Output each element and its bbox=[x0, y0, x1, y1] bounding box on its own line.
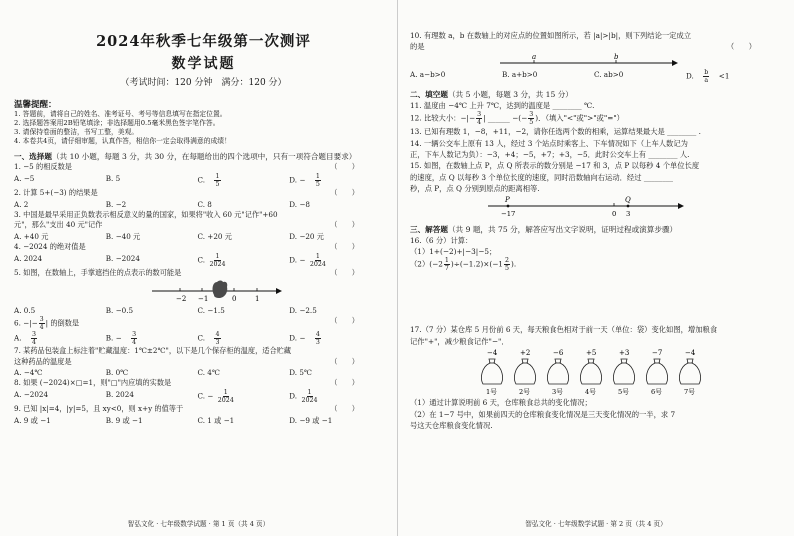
option-a[interactable]: A. −4℃ bbox=[14, 368, 43, 378]
option-c[interactable]: C. ab>0 bbox=[594, 69, 624, 79]
question-7-options bbox=[14, 367, 381, 378]
question-1-options bbox=[14, 173, 381, 188]
point-q bbox=[627, 204, 630, 207]
sack-day-label: 3号 bbox=[552, 388, 563, 397]
sack-change-value: +5 bbox=[586, 349, 597, 358]
hand-icon bbox=[213, 280, 228, 298]
grain-sack bbox=[580, 349, 601, 396]
option-a[interactable]: A. −5 bbox=[14, 173, 35, 183]
question-17-part-1: （1）通过计算说明前 6 天，仓库粮食总共的变化情况； bbox=[410, 398, 592, 408]
option-a[interactable]: A. +40 元 bbox=[14, 232, 49, 242]
q15-number-line bbox=[410, 195, 775, 219]
question-3-cont: 元"，那么"支出 40 元"记作 （ ） bbox=[14, 220, 359, 230]
grain-sack bbox=[679, 349, 700, 396]
question-7-cont: 这种药品的温度是 （ ） bbox=[14, 356, 359, 366]
question-4-options bbox=[14, 253, 381, 268]
p-value: −17 bbox=[501, 209, 516, 218]
question-5: 5. 如图，在数轴上，手掌遮挡住的点表示的数可能是 （ ） bbox=[14, 267, 359, 277]
option-b[interactable]: B. 9 或 −1 bbox=[105, 415, 143, 425]
option-b[interactable]: B. −2 bbox=[105, 199, 127, 209]
question-16-part-1: （1）1+(−2)+|−3|−5； bbox=[410, 247, 497, 257]
option-c[interactable]: C. +20 元 bbox=[197, 232, 232, 242]
option-c[interactable]: C. − $\frac{1}{2024}$ bbox=[197, 389, 234, 405]
tick-label: −2 bbox=[176, 294, 187, 303]
sack-day-label: 2号 bbox=[519, 388, 530, 397]
question-2: 2. 计算 5+(−3) 的结果是 （ ） bbox=[14, 187, 359, 197]
option-b[interactable]: B. 5 bbox=[105, 173, 121, 183]
option-a[interactable]: A. a−b>0 bbox=[410, 69, 446, 79]
sack-change-value: −4 bbox=[685, 349, 696, 358]
tick-label: −1 bbox=[198, 294, 209, 303]
option-d[interactable]: D. −20 元 bbox=[289, 232, 324, 242]
grain-sack bbox=[547, 349, 568, 396]
option-a[interactable]: A. 0.5 bbox=[14, 305, 36, 315]
point-a-label: a bbox=[532, 52, 537, 61]
tick-label: 1 bbox=[255, 294, 260, 303]
sack-day-label: 4号 bbox=[585, 388, 596, 397]
tip-item: 2. 选择题答案用2B铅笔填涂；非选择题用0.5毫米黑色签字笔作答。 bbox=[14, 119, 220, 127]
option-d[interactable]: D. −8 bbox=[289, 199, 310, 209]
option-c[interactable]: C. 1 或 −1 bbox=[197, 415, 235, 425]
option-b[interactable]: B. 2024 bbox=[105, 390, 134, 400]
grain-sack bbox=[514, 349, 535, 396]
tips-title: 温馨提醒： bbox=[14, 100, 57, 110]
tip-item: 1. 答题前，请将自己的姓名、准考证号、考号等信息填写在指定位置。 bbox=[14, 110, 227, 118]
option-d[interactable]: D. −9 或 −1 bbox=[289, 415, 333, 425]
page-footer: 智弘文化 · 七年级数学试题 · 第 1 页（共 4 页） bbox=[127, 520, 270, 528]
question-11: 11. 温度由 −4℃ 上升 7℃，达到的温度是 ________ ℃. bbox=[410, 100, 595, 110]
option-c[interactable]: C. 4℃ bbox=[197, 368, 220, 378]
option-b[interactable]: B. 0℃ bbox=[105, 368, 129, 378]
page-footer: 智弘文化 · 七年级数学试题 · 第 2 页（共 4 页） bbox=[525, 520, 667, 528]
option-b[interactable]: B. −2024 bbox=[105, 253, 140, 263]
question-9: 9. 已知 |x|=4，|y|=5，且 xy<0，则 x+y 的值等于 （ ） bbox=[14, 404, 359, 414]
sack-change-value: +2 bbox=[520, 349, 531, 358]
question-17: 17.（7 分）某仓库 5 月份前 6 天，每天粮食色相对于前一天（单位：袋）变化如图，增加粮食 记作"+"，减少粮食记作"−"． bbox=[410, 325, 718, 346]
sack-day-label: 1号 bbox=[486, 388, 497, 397]
question-1: 1. −5 的相反数是 （ ） bbox=[14, 162, 359, 171]
question-7: 7. 某药品包装盒上标注着"贮藏温度：1℃±2℃"，以下是几个保存柜的温度，适合贮藏 bbox=[14, 345, 292, 355]
option-d[interactable]: D. $\frac{1}{2024}$ bbox=[289, 389, 318, 405]
question-4: 4. −2024 的绝对值是 （ ） bbox=[14, 242, 359, 252]
question-10: 10. 有理数 a，b 在数轴上的对应点的位置如图所示，若 |a|>|b|，则下列结论一定成立 bbox=[410, 31, 692, 40]
point-p bbox=[507, 204, 510, 207]
question-3: 3. 中国是最早采用正负数表示相反意义的量的国家，如果将"收入 60 元"记作"+60 bbox=[14, 209, 278, 219]
section-1-heading: 一、选择题（共 10 小题，每题 3 分，共 30 分，在每题给出的四个选项中，只有一项符合题目要求） bbox=[14, 152, 357, 161]
origin-label: 0 bbox=[612, 209, 617, 218]
q-value: 3 bbox=[626, 209, 631, 218]
option-d[interactable]: D. − $\frac{4}{3}$ bbox=[289, 330, 320, 346]
option-b[interactable]: B. − $\frac{3}{4}$ bbox=[105, 330, 137, 346]
option-b[interactable]: B. −0.5 bbox=[105, 305, 134, 315]
grain-sack bbox=[613, 349, 634, 396]
tip-item: 3. 请保持卷面的整洁，书写工整，美观。 bbox=[14, 128, 139, 136]
option-c[interactable]: C. $\frac{1}{2024}$ bbox=[197, 252, 226, 268]
q5-number-line bbox=[14, 279, 374, 305]
exam-info: （考试时间：120 分钟 满分：120 分） bbox=[120, 78, 287, 88]
answer-space bbox=[410, 272, 778, 324]
exam-title: 2024年秋季七年级第一次测评 bbox=[96, 33, 311, 50]
question-10-options bbox=[410, 69, 778, 84]
question-10-cont: 的是 （ ） bbox=[410, 42, 756, 52]
question-6-options bbox=[14, 331, 381, 346]
q10-number-line bbox=[410, 53, 775, 69]
option-c[interactable]: C. −1.5 bbox=[197, 305, 225, 315]
question-16-part-2: （2）(−2 $\frac{1}{7}$ )÷(−1.2)×(−1 $\frac{2}{5}$ ). bbox=[410, 257, 517, 273]
tip-item: 4. 本卷共4页，请仔细审题，认真作答，相信你一定会取得满意的成绩！ bbox=[14, 137, 231, 145]
section-3-heading: 三、解答题（共 9 题，共 75 分，解答应写出文字说明，证明过程或演算步骤） bbox=[410, 224, 678, 234]
sack-day-label: 5号 bbox=[618, 388, 629, 397]
exam-subtitle: 数学试题 bbox=[171, 56, 236, 72]
question-17-part-2: （2）在 1−7 号中，如果前四天的仓库粮食变化情况是三天变化情况的一半，求 7 号这天仓库粮食变化情况. bbox=[410, 409, 676, 431]
option-d[interactable]: D. −2.5 bbox=[289, 305, 317, 315]
question-8: 8. 如果 (−2024)×□=1，则"□"内应填的实数是 （ ） bbox=[14, 378, 359, 388]
question-5-options bbox=[14, 305, 381, 316]
question-2-options bbox=[14, 199, 381, 210]
option-a[interactable]: A. 2024 bbox=[14, 253, 43, 263]
question-6: 6. −|− $\frac{3}{4}$ | 的倒数是 （ ） bbox=[14, 315, 359, 331]
q17-sack-figure bbox=[410, 347, 775, 397]
option-b[interactable]: B. −40 元 bbox=[105, 232, 141, 242]
point-q-label: Q bbox=[625, 195, 631, 204]
option-a[interactable]: A. 9 或 −1 bbox=[14, 415, 51, 425]
sack-change-value: +3 bbox=[619, 349, 630, 358]
question-14: 14. 一辆公交车上原有 13 人，经过 3 个站点时乘客上、下车情况如下（上车人数记为 正，下车人数记为负）：−3，+4；−5，+7；+3，−5．此时公交车上有 ________ 人. bbox=[410, 138, 690, 160]
option-d[interactable]: D. $\frac{b}{a}$ <1 bbox=[686, 68, 730, 84]
option-a[interactable]: A. $\frac{3}{4}$ bbox=[14, 330, 36, 346]
question-9-options bbox=[14, 415, 381, 426]
sack-change-value: −6 bbox=[553, 349, 564, 358]
axis-arrow-icon bbox=[276, 288, 282, 294]
axis-arrow-icon bbox=[678, 203, 684, 209]
axis-arrow-icon bbox=[672, 60, 678, 66]
option-d[interactable]: D. − $\frac{1}{2024}$ bbox=[289, 252, 326, 268]
tick-label: 0 bbox=[232, 294, 237, 303]
page-2 bbox=[397, 0, 794, 536]
question-12: 12. 比较大小：−|− $\frac{3}{4}$ | ______ −(− $\frac{3}{5}$ )．（填入"<"或">"或"="） bbox=[410, 111, 624, 127]
option-c[interactable]: C. 8 bbox=[197, 199, 212, 209]
question-8-options bbox=[14, 389, 381, 404]
option-c[interactable]: C. $\frac{4}{3}$ bbox=[197, 330, 220, 346]
option-c[interactable]: C. $\frac{1}{5}$ bbox=[197, 172, 220, 188]
grain-sack bbox=[646, 349, 667, 396]
tips-list bbox=[14, 110, 381, 146]
option-d[interactable]: D. − $\frac{1}{5}$ bbox=[289, 172, 320, 188]
sack-change-value: −7 bbox=[652, 349, 663, 358]
point-b-label: b bbox=[614, 52, 619, 61]
option-b[interactable]: B. a+b>0 bbox=[502, 69, 538, 79]
option-a[interactable]: A. −2024 bbox=[14, 390, 49, 400]
point-p-label: P bbox=[505, 195, 510, 204]
sack-day-label: 7号 bbox=[684, 388, 695, 397]
question-15: 15. 如图，在数轴上点 P，点 Q 所表示的数分别是 −17 和 3，点 P 以每秒 4 个单位长度 的速度，点 Q 以每秒 3 个单位长度的速度，同时沿数轴向右运动．经过 ________ 秒，点 P，点 Q 分别到原点的距离相等. bbox=[410, 161, 700, 194]
sack-change-value: −4 bbox=[487, 349, 498, 358]
option-d[interactable]: D. 5℃ bbox=[289, 368, 312, 378]
question-16: 16.（6 分）计算： bbox=[410, 235, 473, 245]
sack-day-label: 6号 bbox=[651, 388, 662, 397]
question-13: 13. 已知有理数 1，−8，+11，−2，请你任选两个数的相乘，运算结果最大是 ________ . bbox=[410, 127, 701, 137]
option-a[interactable]: A. 2 bbox=[14, 199, 29, 209]
question-3-options bbox=[14, 231, 381, 242]
grain-sack bbox=[481, 349, 502, 396]
section-2-heading: 二、填空题（共 5 小题，每题 3 分，共 15 分） bbox=[410, 89, 573, 99]
